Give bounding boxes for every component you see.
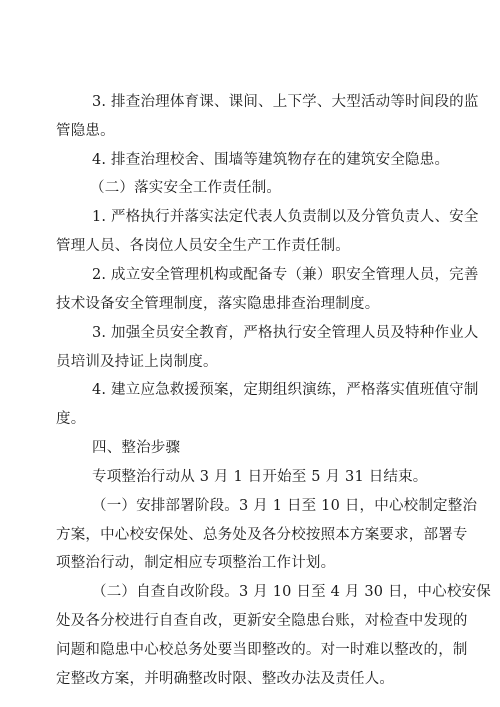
text-line: 方案，中心校安保处、总务处及各分校按照本方案要求，部署专 <box>56 527 468 543</box>
text-line: 问题和隐患中心校总务处要当即整改的。对一时难以整改的，制 <box>56 642 468 658</box>
text-line: 3. 加强全员安全教育，严格执行安全管理人员及特种作业人 <box>92 325 479 341</box>
text-line: 3. 排查治理体育课、课间、上下学、大型活动等时间段的监 <box>92 94 479 110</box>
text-line: 4. 排查治理校舍、围墙等建筑物存在的建筑安全隐患。 <box>92 152 450 168</box>
text-line: 员培训及持证上岗制度。 <box>56 354 218 370</box>
section-heading: （二）落实安全工作责任制。 <box>90 180 282 196</box>
text-line: 技术设备安全管理制度，落实隐患排查治理制度。 <box>56 296 380 312</box>
section-heading: 四、整治步骤 <box>92 440 181 456</box>
text-line: （一）安排部署阶段。3 月 1 日至 10 日，中心校制定整治 <box>92 498 478 514</box>
text-line: 专项整治行动从 3 月 1 日开始至 5 月 31 日结束。 <box>92 469 428 485</box>
text-line: （二）自查自改阶段。3 月 10 日至 4 月 30 日，中心校安保 <box>92 584 491 600</box>
text-line: 管隐患。 <box>56 123 115 139</box>
text-line: 4. 建立应急救援预案，定期组织演练，严格落实值班值守制 <box>92 382 479 398</box>
text-line: 处及各分校进行自查自改，更新安全隐患台账，对检查中发现的 <box>56 613 468 629</box>
text-line: 度。 <box>56 411 86 427</box>
text-line: 1. 严格执行并落实法定代表人负责制以及分管负责人、安全 <box>92 209 479 225</box>
text-line: 管理人员、各岗位人员安全生产工作责任制。 <box>56 238 350 254</box>
text-line: 定整改方案，并明确整改时限、整改办法及责任人。 <box>56 671 395 687</box>
text-line: 2. 成立安全管理机构或配备专（兼）职安全管理人员，完善 <box>92 267 479 283</box>
text-line: 项整治行动，制定相应专项整治工作计划。 <box>56 555 336 571</box>
